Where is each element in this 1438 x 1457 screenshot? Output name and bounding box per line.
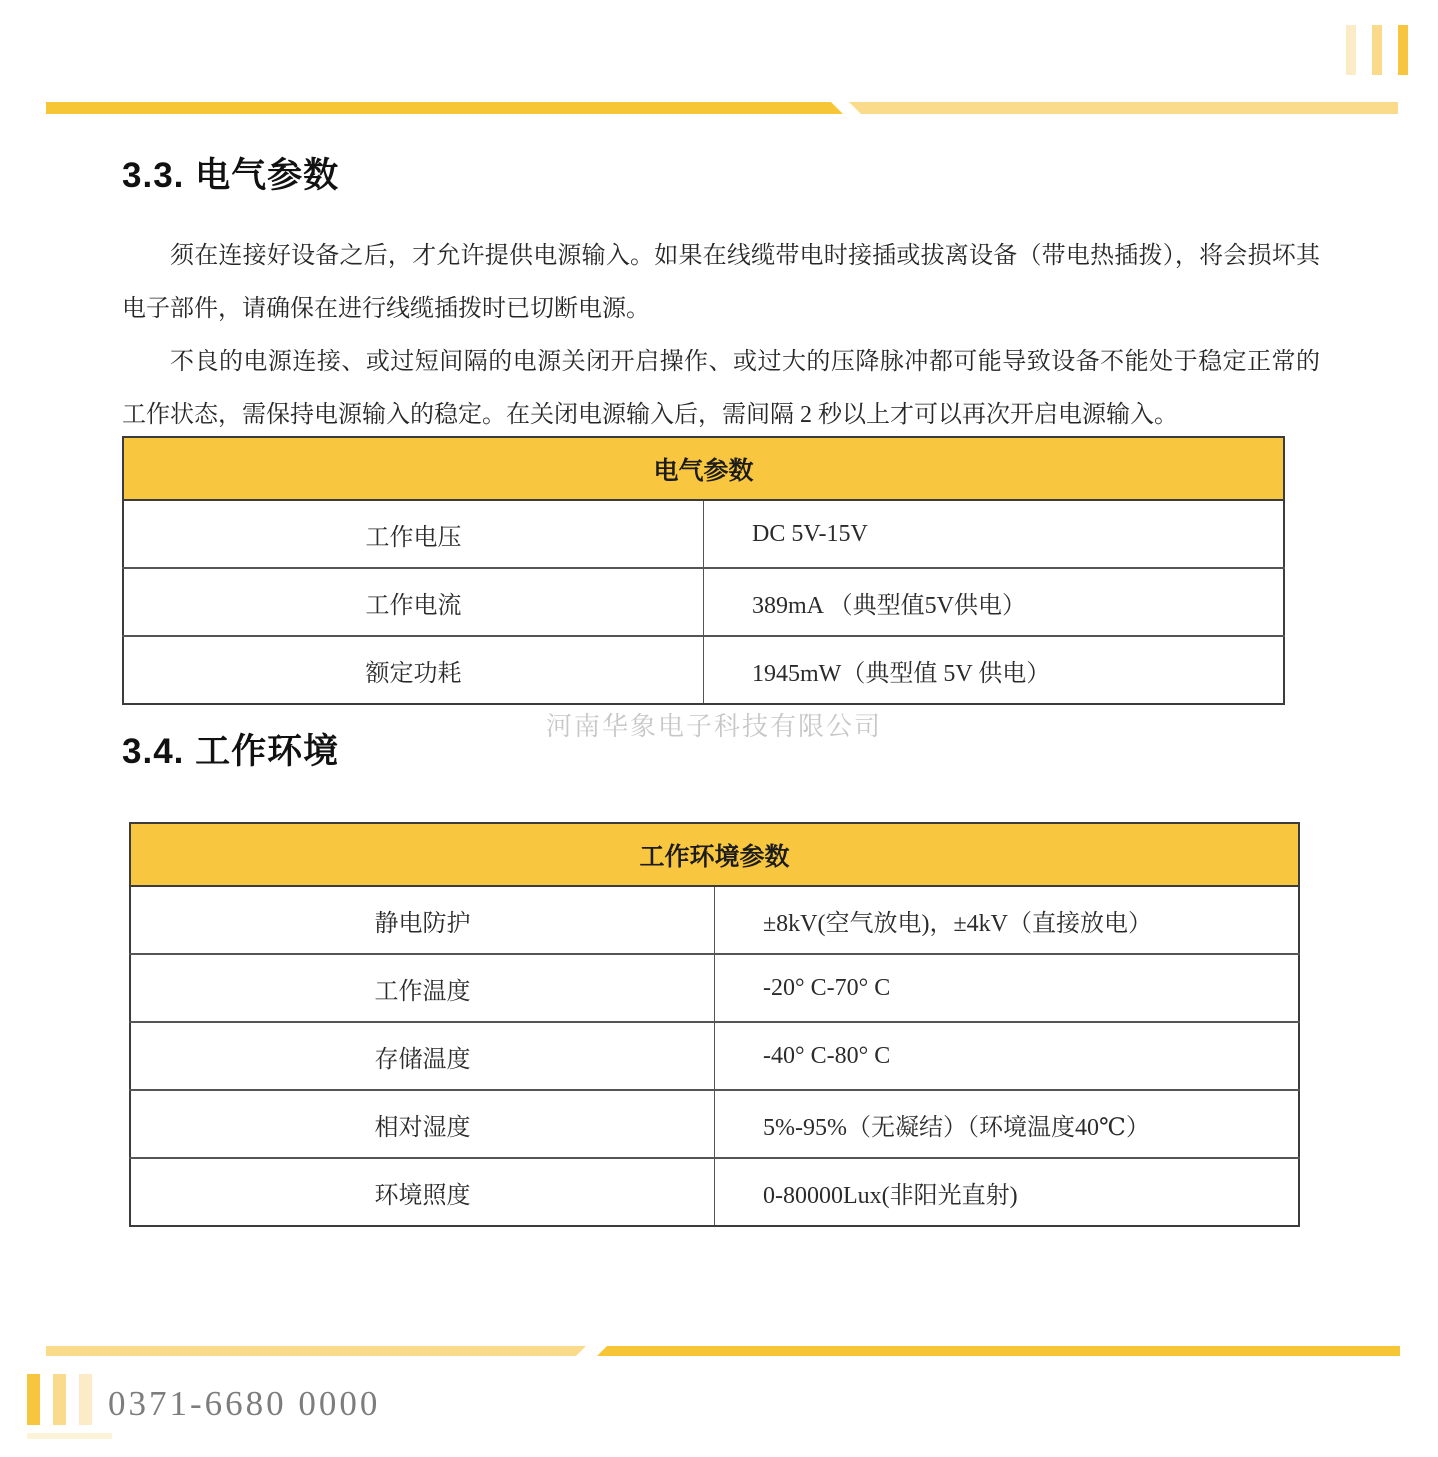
corner-bars-bottom-icon bbox=[27, 1374, 92, 1425]
accent-bar-strong bbox=[27, 1374, 40, 1425]
table-header-row bbox=[130, 823, 1299, 886]
param-label: 环境照度 bbox=[130, 1158, 715, 1226]
electrical-params-table bbox=[122, 436, 1285, 705]
table-header-row bbox=[123, 437, 1284, 500]
section-heading-3-4: 3.4. 工作环境 bbox=[122, 732, 340, 771]
table-row bbox=[123, 500, 1284, 568]
param-label: 工作电流 bbox=[123, 568, 704, 636]
table-row bbox=[130, 1022, 1299, 1090]
paragraph-power-warning: 须在连接好设备之后，才允许提供电源输入。如果在线缆带电时接插或拔离设备（带电热插拨），将会损坏其电子部件，请确保在进行线缆插拨时已切断电源。 bbox=[122, 243, 1320, 322]
environment-params-table bbox=[129, 822, 1300, 1227]
param-label: 工作电压 bbox=[123, 500, 704, 568]
param-label: 静电防护 bbox=[130, 886, 715, 954]
footer-accent-smudge bbox=[27, 1433, 112, 1439]
param-value: -20° C-70° C bbox=[715, 954, 1300, 1022]
paragraph-power-stability: 不良的电源连接、或过短间隔的电源关闭开启操作、或过大的压降脉冲都可能导致设备不能处于稳定正常的工作状态，需保持电源输入的稳定。在关闭电源输入后，需间隔 2 秒以上才可以再次开启电源输入。 bbox=[122, 349, 1320, 428]
accent-bar-medium bbox=[53, 1374, 66, 1425]
param-value: DC 5V-15V bbox=[704, 500, 1285, 568]
table-title: 工作环境参数 bbox=[130, 823, 1299, 886]
param-value: 0-80000Lux(非阳光直射) bbox=[715, 1158, 1300, 1226]
table-title: 电气参数 bbox=[123, 437, 1284, 500]
param-value: -40° C-80° C bbox=[715, 1022, 1300, 1090]
param-value: 1945mW（典型值 5V 供电） bbox=[704, 636, 1285, 704]
footer-rule-left bbox=[46, 1346, 586, 1356]
footer-rule-right bbox=[597, 1346, 1400, 1356]
accent-bar-light bbox=[1346, 25, 1356, 75]
accent-bar-medium bbox=[1372, 25, 1382, 75]
accent-bar-light bbox=[79, 1374, 92, 1425]
table-row bbox=[123, 636, 1284, 704]
param-value: 5%-95%（无凝结）（环境温度40℃） bbox=[715, 1090, 1300, 1158]
body-paragraphs bbox=[122, 230, 1320, 442]
param-label: 工作温度 bbox=[130, 954, 715, 1022]
table-row bbox=[130, 954, 1299, 1022]
table-row bbox=[123, 568, 1284, 636]
param-label: 存储温度 bbox=[130, 1022, 715, 1090]
footer-phone-number: 0371-6680 0000 bbox=[108, 1384, 381, 1423]
param-value: 389mA （典型值5V供电） bbox=[704, 568, 1285, 636]
table-row bbox=[130, 886, 1299, 954]
param-label: 相对湿度 bbox=[130, 1090, 715, 1158]
accent-bar-strong bbox=[1398, 25, 1408, 75]
table-row bbox=[130, 1090, 1299, 1158]
param-label: 额定功耗 bbox=[123, 636, 704, 704]
company-watermark: 河南华象电子科技有限公司 bbox=[545, 711, 882, 741]
corner-bars-top-icon bbox=[1346, 25, 1408, 75]
param-value: ±8kV(空气放电)，±4kV（直接放电） bbox=[715, 886, 1300, 954]
table-row bbox=[130, 1158, 1299, 1226]
header-rule-right bbox=[849, 102, 1398, 114]
header-rule-left bbox=[46, 102, 843, 114]
section-heading-3-3: 3.3. 电气参数 bbox=[122, 156, 340, 195]
